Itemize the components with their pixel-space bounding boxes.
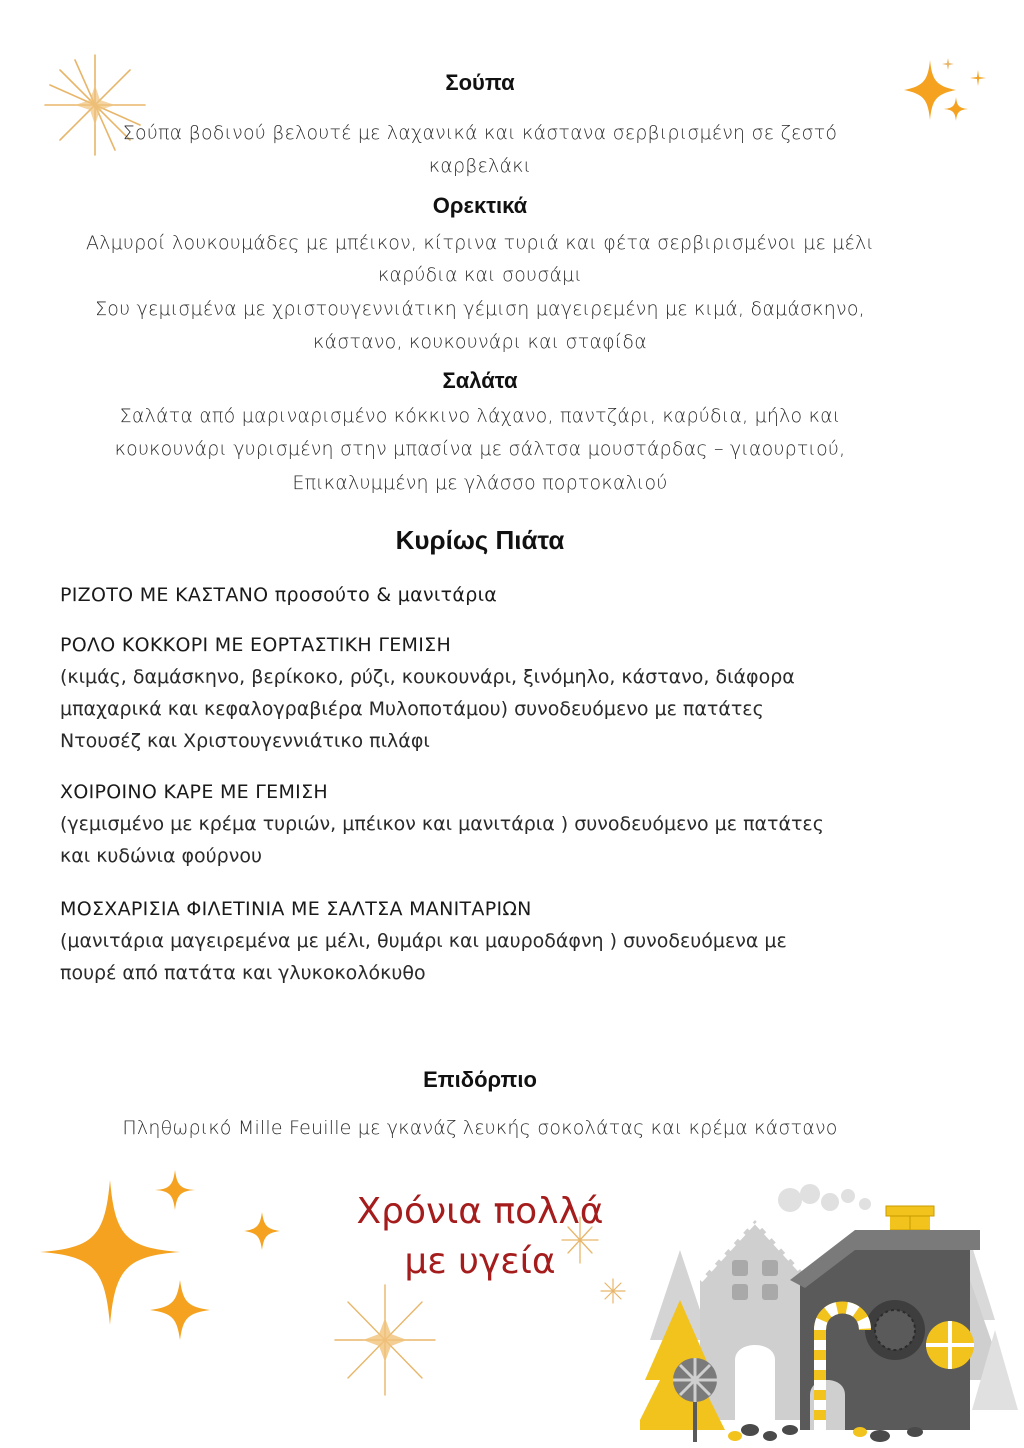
dish-3 (60, 776, 900, 872)
soup-title: Σούπα (445, 70, 515, 95)
soup-line-2: καρβελάκι (428, 155, 532, 177)
dish-2 (60, 629, 900, 757)
dish-2-desc-1: (κιμάς, δαμάσκηνο, βερίκοκο, ρύζι, κουκουνάρι, ξινόμηλο, κάστανο, διάφορα (60, 666, 795, 688)
dish-4 (60, 893, 900, 989)
salad-line-2: κουκουνάρι γυρισμένη στην μπασίνα με σάλτσα μουστάρδας – γιαουρτιού, (114, 438, 846, 460)
dish-2-desc-2: μπαχαρικά και κεφαλογραβιέρα Μυλοποτάμου) συνοδευόμενο με πατάτες (60, 698, 764, 720)
dish-3-desc-1: (γεμισμένο με κρέμα τυριών, μπέικον και μανιτάρια ) συνοδευόμενο με πατάτες (60, 813, 824, 835)
dish-4-title: ΜΟΣΧΑΡΙΣΙΑ ΦΙΛΕΤΙΝΙΑ ΜΕ ΣΑΛΤΣΑ ΜΑΝΙΤΑΡΙΩΝ (60, 898, 532, 920)
dish-4-desc-1: (μανιτάρια μαγειρεμένα με μέλι, θυμάρι και μαυροδάφνη ) συνοδευόμενα με (60, 930, 787, 952)
greeting-line-1: Χρόνια πολλά (356, 1191, 604, 1232)
dish-4-desc-2: πουρέ από πατάτα και γλυκοκολόκυθο (60, 962, 426, 984)
soup-line-1: Σούπα βοδινού βελουτέ με λαχανικά και κάστανα σερβιρισμένη σε ζεστό (122, 122, 838, 144)
dish-2-desc-3: Ντουσέζ και Χριστουγεννιάτικο πιλάφι (60, 730, 430, 752)
dessert-title: Επιδόρπιο (423, 1067, 537, 1092)
gingerbread-village-icon (640, 1180, 1020, 1442)
salad-line-1: Σαλάτα από μαριναρισμένο κόκκινο λάχανο, παντζάρι, καρύδια, μήλο και (119, 405, 841, 427)
dessert-line-1: Πληθωρικό Mille Feuille με γκανάζ λευκής σοκολάτας και κρέμα κάστανο (122, 1117, 838, 1139)
salad-title: Σαλάτα (442, 368, 518, 393)
dish-3-title: ΧΟΙΡΟΙΝΟ ΚΑΡΕ ΜΕ ΓΕΜΙΣΗ (60, 781, 328, 803)
greeting-line-2: με υγεία (404, 1241, 556, 1282)
sparkle-star-icon (330, 1280, 440, 1400)
salad-line-3: Επικαλυμμένη με γλάσσο πορτοκαλιού (292, 472, 668, 494)
sparkle-star-icon (0, 1160, 300, 1360)
appetizers-line-2: καρύδια και σουσάμι (377, 264, 583, 286)
appetizers-line-1: Αλμυροί λουκουμάδες με μπέικον, κίτρινα τυριά και φέτα σερβιρισμένοι με μέλι (86, 232, 874, 254)
dish-1 (60, 579, 900, 611)
appetizers-line-4: κάστανο, κουκουνάρι και σταφίδα (313, 331, 647, 353)
dish-3-desc-2: και κυδώνια φούρνου (60, 845, 262, 867)
appetizers-title: Ορεκτικά (432, 193, 528, 218)
dish-2-title: ΡΟΛΟ ΚΟΚΚΟΡΙ ΜΕ ΕΟΡΤΑΣΤΙΚΗ ΓΕΜΙΣΗ (60, 634, 452, 656)
mains-title: Κυρίως Πιάτα (395, 525, 565, 555)
appetizers-line-3: Σου γεμισμένα με χριστουγεννιάτικη γέμιση μαγειρεμένη με κιμά, δαμάσκηνο, (95, 298, 865, 320)
greeting (300, 1187, 660, 1287)
dish-1-title: ΡΙΖΟΤΟ ΜΕ ΚΑΣΤΑΝΟ προσούτο & μανιτάρια (60, 584, 498, 606)
